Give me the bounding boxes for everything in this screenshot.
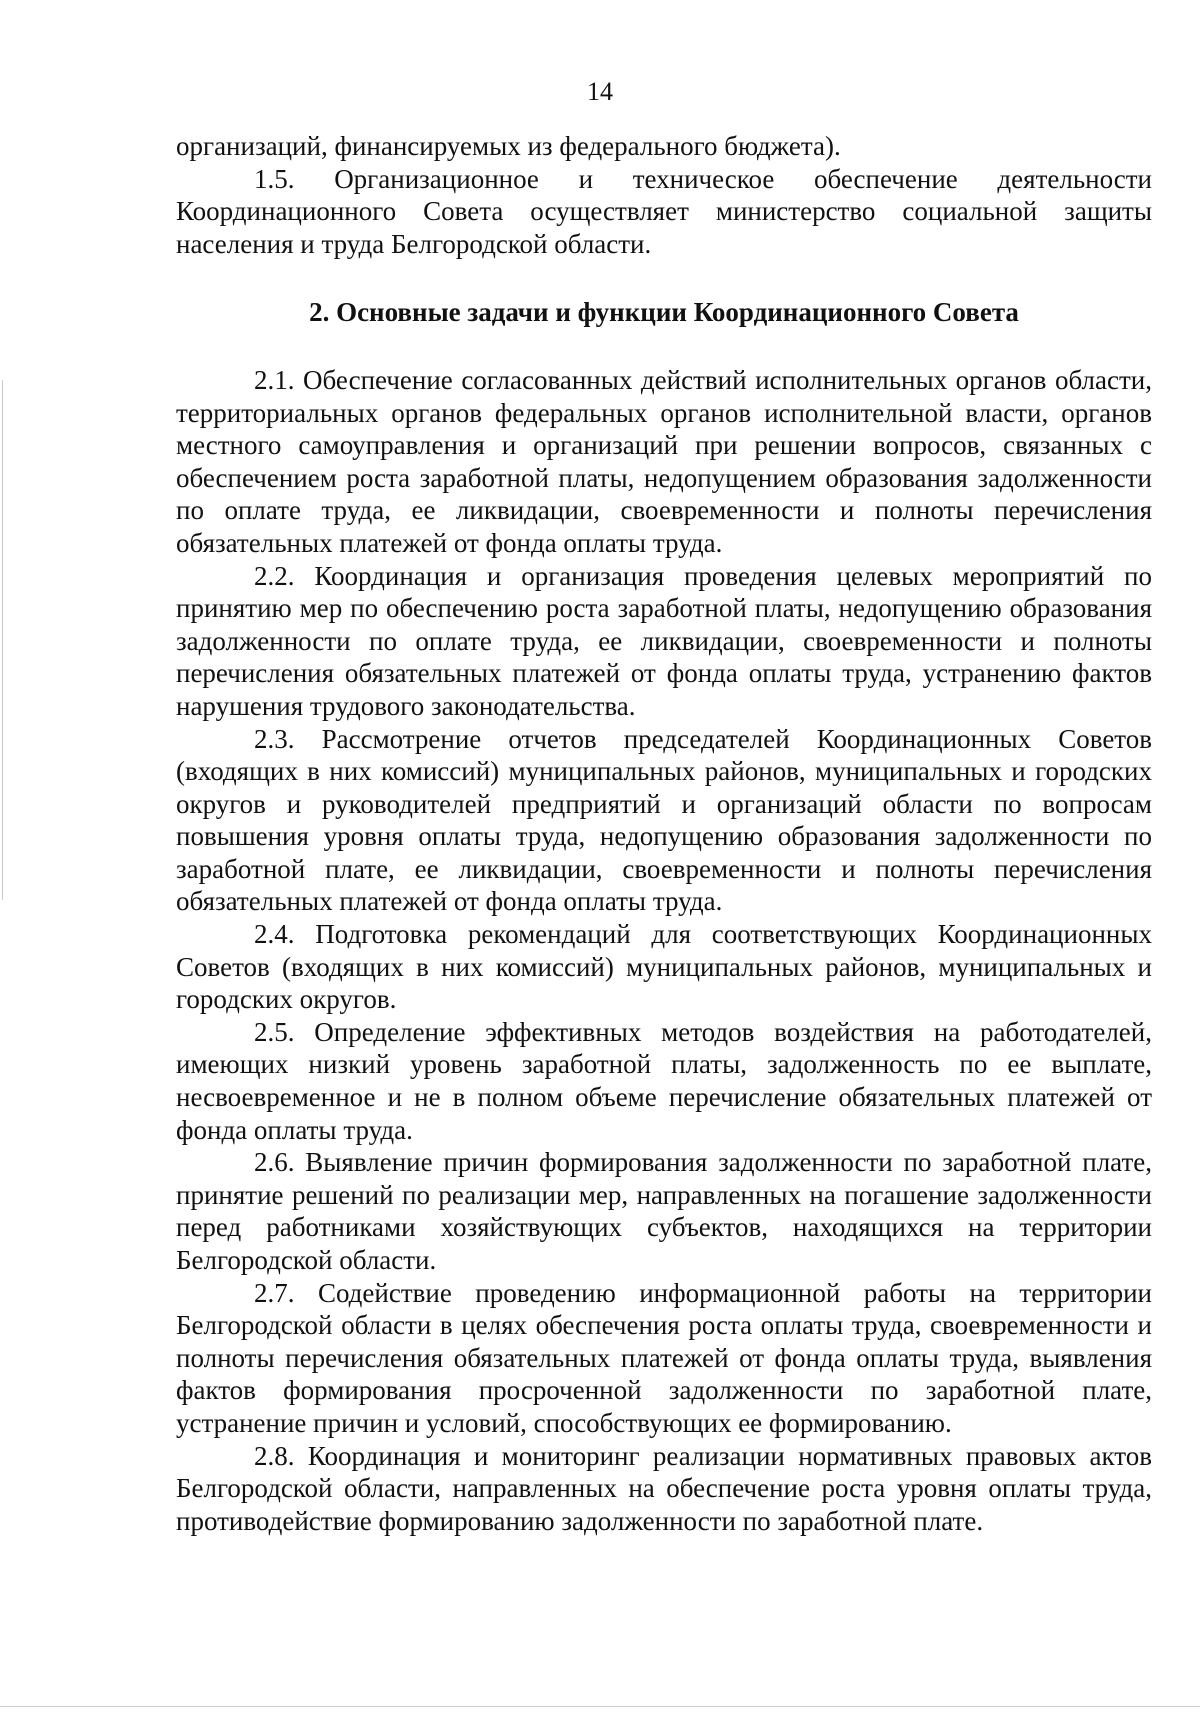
section-heading: 2. Основные задачи и функции Координационного Совета	[309, 297, 1019, 328]
paragraph-2-4: 2.4. Подготовка рекомендаций для соответствующих Координационных Советов (входящих в них комиссий) муниципальных районов, муниципальных и городских округов.	[176, 919, 1152, 1015]
scan-edge-line	[2, 380, 3, 900]
scan-edge-line	[0, 1706, 1200, 1707]
paragraph-2-3: 2.3. Рассмотрение отчетов председателей Координационных Советов (входящих в них комиссий) муниципальных районов, муниципальных и городских округов и руководителей предприятий и организаций области по вопросам повышения уровня оплаты труда, недопущению образования задолженности по заработной плате, ее ликвидации, своевременности и полноты перечисления обязательных платежей от фонда оплаты труда.	[176, 723, 1152, 917]
paragraph-2-7: 2.7. Содействие проведению информационной работы на территории Белгородской области в целях обеспечения роста оплаты труда, своевременности и полноты перечисления обязательных платежей от фонда оплаты труда, выявления фактов формирования просроченной задолженности по заработной плате, устранение причин и условий, способствующих ее формированию.	[176, 1277, 1152, 1438]
paragraph-2-6: 2.6. Выявление причин формирования задолженности по заработной плате, принятие решений по реализации мер, направленных на погашение задолженности перед работниками хозяйствующих субъектов, находящихся на территории Белгородской области.	[176, 1147, 1152, 1275]
paragraph-2-1: 2.1. Обеспечение согласованных действий исполнительных органов области, территориальных органов федеральных органов исполнительной власти, органов местного самоуправления и организаций при решении вопросов, связанных с обеспечением роста заработной платы, недопущением образования задолженности по оплате труда, ее ликвидации, своевременности и полноты перечисления обязательных платежей от фонда оплаты труда.	[176, 364, 1152, 558]
paragraph-2-8: 2.8. Координация и мониторинг реализации нормативных правовых актов Белгородской области, направленных на обеспечение роста уровня оплаты труда, противодействие формированию задолженности по заработной плате.	[176, 1440, 1152, 1536]
paragraph-2-2: 2.2. Координация и организация проведения целевых мероприятий по принятию мер по обеспечению роста заработной платы, недопущению образования задолженности по оплате труда, ее ликвидации, своевременности и полноты перечисления обязательных платежей от фонда оплаты труда, устранению фактов нарушения трудового законодательства.	[176, 560, 1152, 721]
page-number: 14	[587, 77, 613, 106]
document-body	[176, 130, 1152, 1537]
paragraph-2-5: 2.5. Определение эффективных методов воздействия на работодателей, имеющих низкий уровень заработной платы, задолженность по ее выплате, несвоевременное и не в полном объеме перечисление обязательных платежей от фонда оплаты труда.	[176, 1016, 1152, 1145]
paragraph-continuation: организаций, финансируемых из федерального бюджета).	[176, 131, 841, 161]
paragraph-1-5: 1.5. Организационное и техническое обеспечение деятельности Координационного Совета осуществляет министерство социальной защиты населения и труда Белгородской области.	[176, 163, 1152, 259]
